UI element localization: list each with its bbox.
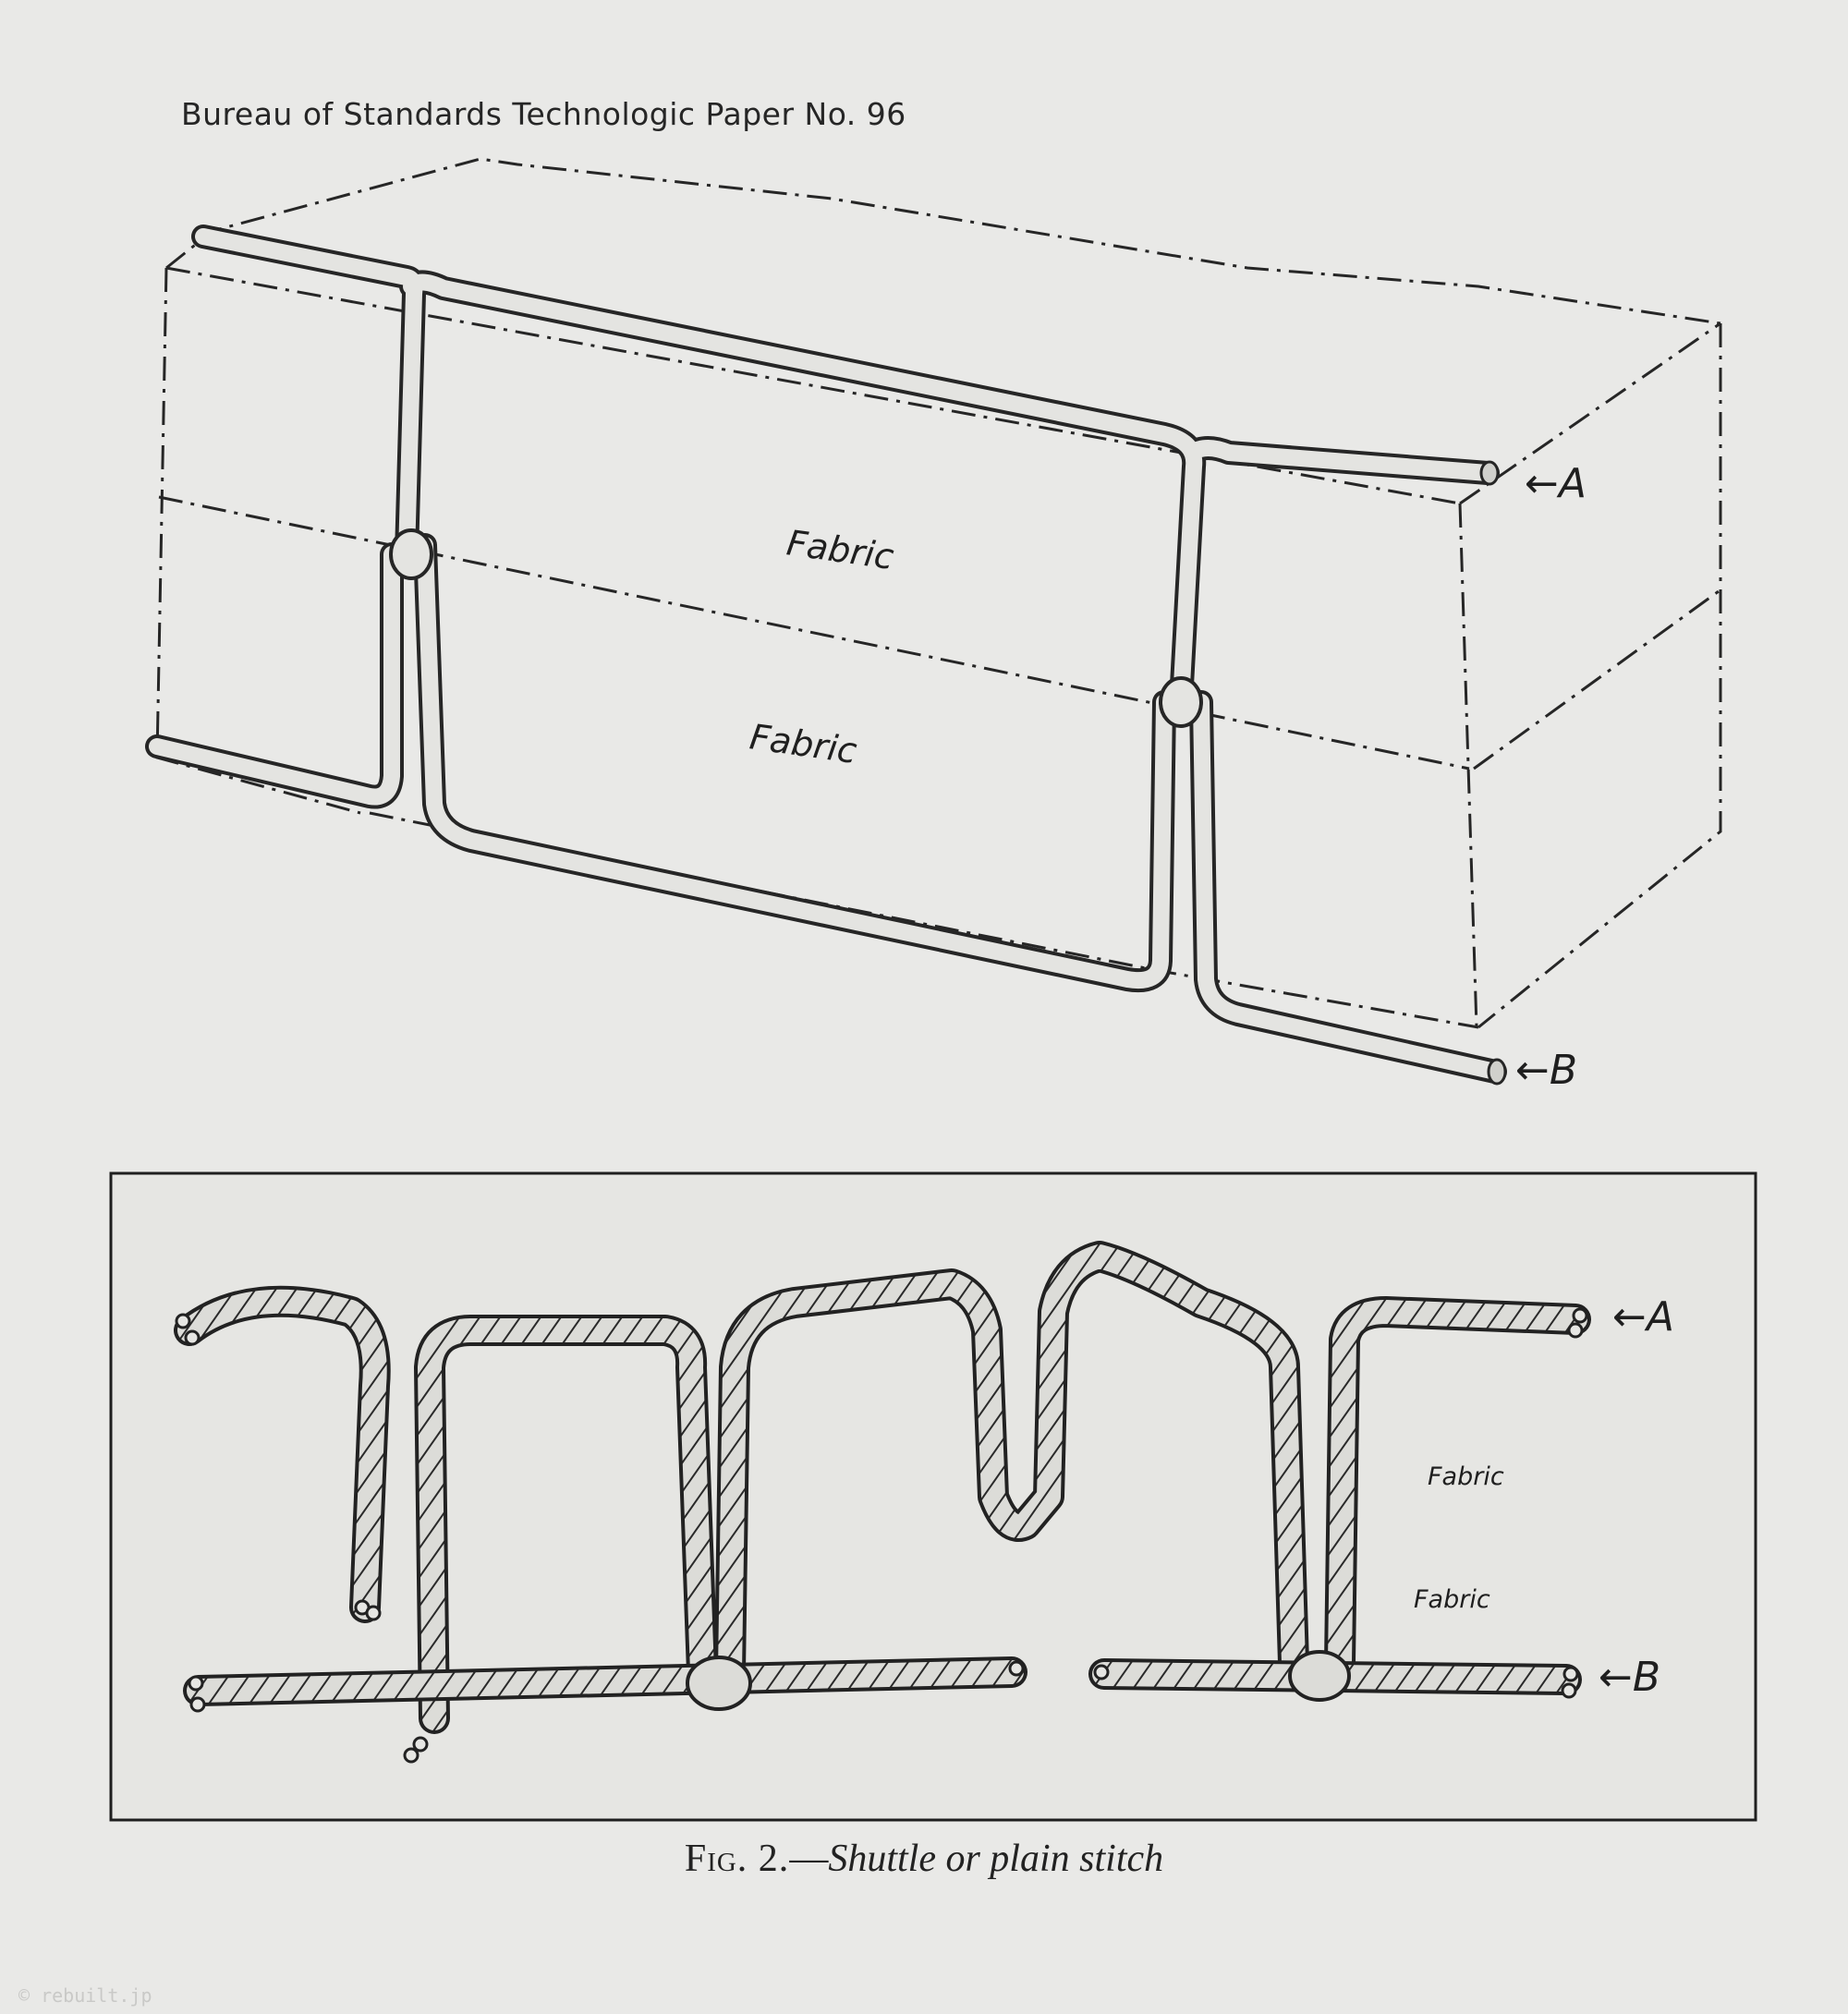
top-thread-b-label: ←B bbox=[1515, 1047, 1578, 1094]
bottom-fabric-label-upper: Fabric bbox=[1428, 1462, 1504, 1491]
top-thread-a-label: ←A bbox=[1525, 460, 1587, 507]
running-head: Bureau of Standards Technologic Paper No. 96 bbox=[181, 96, 906, 132]
caption-dash: — bbox=[789, 1838, 829, 1880]
caption-prefix: Fig. 2. bbox=[684, 1838, 790, 1880]
top-threads bbox=[157, 237, 1505, 1084]
bottom-thread-b-label: ←B bbox=[1599, 1654, 1661, 1701]
bottom-thread-a-label: ←A bbox=[1612, 1293, 1674, 1341]
bottom-fabric-label-lower: Fabric bbox=[1414, 1585, 1490, 1614]
caption-title: Shuttle or plain stitch bbox=[828, 1838, 1164, 1880]
figure-caption bbox=[0, 1837, 1848, 1881]
top-fabric-label-upper: Fabric bbox=[784, 522, 897, 578]
watermark: © rebuilt.jp bbox=[18, 1984, 152, 2007]
top-fabric-label-lower: Fabric bbox=[747, 716, 860, 772]
